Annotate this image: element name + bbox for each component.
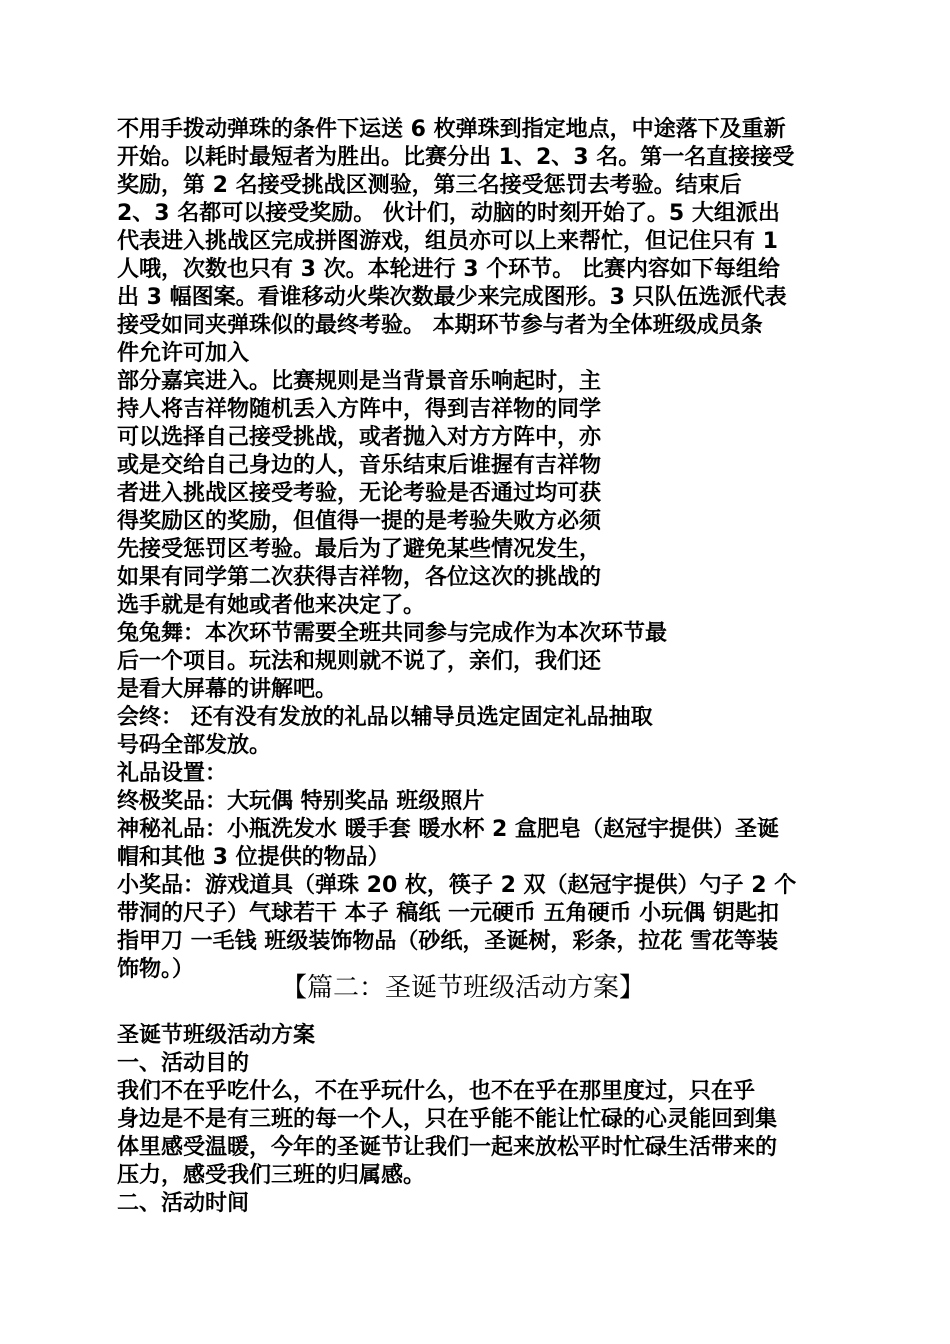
text-line: 兔兔舞：本次环节需要全班共同参与完成作为本次环节最 bbox=[117, 621, 668, 646]
text-line: 得奖励区的奖励，但值得一提的是考验失败方必须 bbox=[117, 509, 602, 534]
text-line: 是看大屏幕的讲解吧。 bbox=[117, 677, 338, 702]
text-line: 如果有同学第二次获得吉祥物，各位这次的挑战的 bbox=[117, 565, 602, 590]
text-line: 小奖品：游戏道具（弹珠 20 枚，筷子 2 双（赵冠宇提供）勺子 2 个 bbox=[117, 873, 797, 898]
text-line: 部分嘉宾进入。比赛规则是当背景音乐响起时，主 bbox=[117, 369, 602, 394]
text-line: 可以选择自己接受挑战，或者抛入对方方阵中，亦 bbox=[117, 425, 602, 450]
section-heading: 【篇二：圣诞节班级活动方案】 bbox=[281, 973, 646, 1003]
text-line: 号码全部发放。 bbox=[117, 733, 272, 758]
subheading: 一、活动目的 bbox=[117, 1051, 250, 1076]
text-line: 我们不在乎吃什么，不在乎玩什么，也不在乎在那里度过，只在乎 bbox=[117, 1079, 756, 1104]
text-line: 代表进入挑战区完成拼图游戏，组员亦可以上来帮忙，但记住只有 1 bbox=[117, 229, 778, 254]
text-line: 件允许可加入 bbox=[117, 341, 250, 366]
section-title: 圣诞节班级活动方案 bbox=[117, 1023, 316, 1048]
text-line: 后一个项目。玩法和规则就不说了，亲们，我们还 bbox=[117, 649, 602, 674]
text-line: 终极奖品：大玩偶 特别奖品 班级照片 bbox=[117, 789, 485, 814]
text-line: 体里感受温暖，今年的圣诞节让我们一起来放松平时忙碌生活带来的 bbox=[117, 1135, 778, 1160]
text-line: 或是交给自己身边的人，音乐结束后谁握有吉祥物 bbox=[117, 453, 602, 478]
subheading: 二、活动时间 bbox=[117, 1191, 250, 1216]
text-line: 2、3 名都可以接受奖励。 伙计们，动脑的时刻开始了。5 大组派出 bbox=[117, 201, 780, 226]
text-line: 带洞的尺子）气球若干 本子 稿纸 一元硬币 五角硬币 小玩偶 钥匙扣 bbox=[117, 901, 779, 926]
text-line: 持人将吉祥物随机丢入方阵中，得到吉祥物的同学 bbox=[117, 397, 602, 422]
text-line: 身边是不是有三班的每一个人，只在乎能不能让忙碌的心灵能回到集 bbox=[117, 1107, 778, 1132]
text-line: 指甲刀 一毛钱 班级装饰物品（砂纸，圣诞树，彩条，拉花 雪花等装 bbox=[117, 929, 778, 954]
text-line: 饰物。） bbox=[117, 957, 195, 982]
gifts-heading: 礼品设置： bbox=[117, 761, 228, 786]
text-line: 奖励，第 2 名接受挑战区测验，第三名接受惩罚去考验。结束后 bbox=[117, 173, 742, 198]
text-line: 不用手拨动弹珠的条件下运送 6 枚弹珠到指定地点，中途落下及重新 bbox=[117, 117, 786, 142]
text-line: 选手就是有她或者他来决定了。 bbox=[117, 593, 426, 618]
text-line: 会终： 还有没有发放的礼品以辅导员选定固定礼品抽取 bbox=[117, 705, 653, 730]
text-line: 接受如同夹弹珠似的最终考验。 本期环节参与者为全体班级成员条 bbox=[117, 313, 763, 338]
text-line: 出 3 幅图案。看谁移动火柴次数最少来完成图形。3 只队伍选派代表 bbox=[117, 285, 787, 310]
text-line: 人哦，次数也只有 3 次。本轮进行 3 个环节。 比赛内容如下每组给 bbox=[117, 257, 780, 282]
text-line: 者进入挑战区接受考验，无论考验是否通过均可获 bbox=[117, 481, 602, 506]
text-line: 开始。以耗时最短者为胜出。比赛分出 1、2、3 名。第一名直接接受 bbox=[117, 145, 795, 170]
text-line: 神秘礼品：小瓶洗发水 暖手套 暖水杯 2 盒肥皂（赵冠宇提供）圣诞 bbox=[117, 817, 779, 842]
text-line: 帽和其他 3 位提供的物品） bbox=[117, 845, 390, 870]
text-line: 先接受惩罚区考验。最后为了避免某些情况发生， bbox=[117, 537, 602, 562]
text-line: 压力，感受我们三班的归属感。 bbox=[117, 1163, 426, 1188]
